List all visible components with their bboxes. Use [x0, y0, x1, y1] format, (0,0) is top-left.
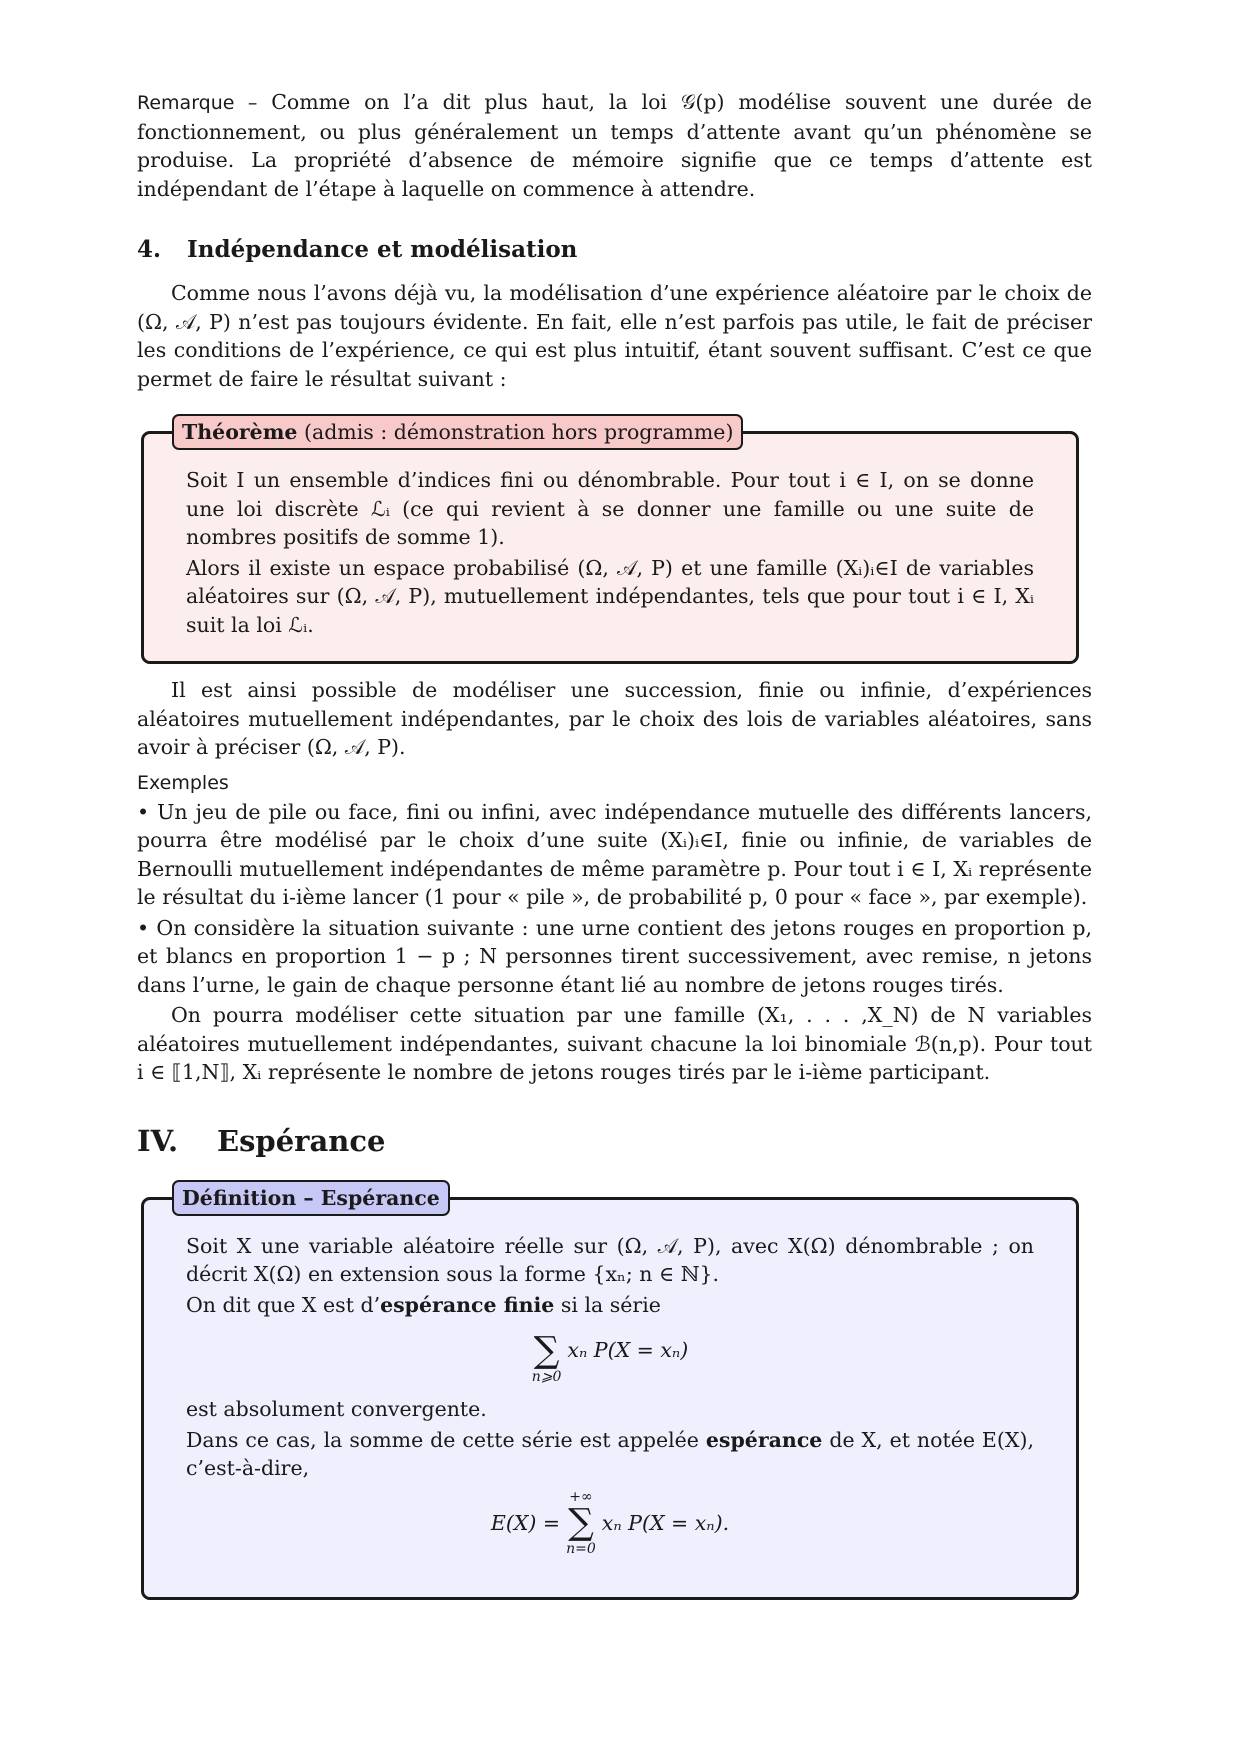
- definition-p4-bold: espérance: [705, 1427, 823, 1452]
- section-4-number: 4.: [137, 236, 162, 263]
- definition-p2-bold: espérance finie: [380, 1292, 555, 1317]
- definition-paragraph-3: est absolument convergente.: [186, 1397, 487, 1421]
- theorem-title-bold: Théorème: [182, 420, 298, 444]
- example-item-2: • On considère la situation suivante : une urne contient des jetons rouges en proportion p, et blancs en proportion 1 − p ; N personnes tirent successivement, avec remise, n jetons dans l’urne, le gain de chaque personne étant lié au nombre de jetons rouges tirés.: [137, 915, 1092, 997]
- theorem-box: [141, 420, 1079, 664]
- series-lower-bound: n⩾0: [531, 1369, 562, 1385]
- definition-p4-after: de X, et notée E(X), c’est-à-dire,: [186, 1427, 1034, 1480]
- definition-box: [141, 1185, 1079, 1600]
- example-item-1: • Un jeu de pile ou face, fini ou infini, avec indépendance mutuelle des différents lancers, pourra être modélisé par le choix d’une suite (Xᵢ)ᵢ∈I, finie ou infinie, de variables de Bernoulli mutuellement indépendantes de même paramètre p. Pour tout i ∈ I, Xᵢ représente le résultat du i-ième lancer (1 pour « pile », de probabilité p, 0 pour « face », par exemple).: [137, 799, 1092, 909]
- section-IV-title: Espérance: [217, 1123, 386, 1158]
- definition-title: [172, 1180, 450, 1216]
- after-theorem-paragraph: Il est ainsi possible de modéliser une succession, finie ou infinie, d’expériences aléatoires mutuellement indépendantes, par le choix des lois de variables aléatoires, sans avoir à préciser (Ω, 𝒜, P).: [137, 678, 1092, 759]
- section-IV-heading: [137, 1123, 1092, 1159]
- theorem-paragraph-2: Alors il existe un espace probabilisé (Ω, 𝒜, P) et une famille (Xᵢ)ᵢ∈I de variables aléatoires sur (Ω, 𝒜, P), mutuellement indépendantes, tels que pour tout i ∈ I, Xᵢ suit la loi ℒᵢ.: [186, 555, 1034, 637]
- theorem-paragraph-1: Soit I un ensemble d’indices fini ou dénombrable. Pour tout i ∈ I, on se donne une loi discrète ℒᵢ (ce qui revient à se donner une famille ou une suite de nombres positifs de somme 1).: [186, 468, 1034, 549]
- formula-upper-bound: +∞: [569, 1488, 593, 1505]
- series-body: xₙ P(X = xₙ): [567, 1338, 689, 1362]
- section-4-heading: [137, 235, 1092, 265]
- document-page: [137, 88, 1092, 1600]
- definition-paragraph-4: [186, 1426, 1034, 1483]
- examples-title: Exemples: [137, 771, 229, 794]
- theorem-title: [172, 414, 743, 450]
- theorem-title-rest: (admis : démonstration hors programme): [297, 420, 734, 444]
- section-IV-number: IV.: [137, 1123, 179, 1158]
- sum-symbol: ∑ n⩾0: [531, 1330, 562, 1385]
- example-conclusion: On pourra modéliser cette situation par une famille (X₁, . . . ,X_N) de N variables aléatoires mutuellement indépendantes, suivant chacune la loi binomiale ℬ(n,p). Pour tout i ∈ ⟦1,N⟧, Xᵢ représente le nombre de jetons rouges tirés par le i-ième participant.: [137, 1003, 1092, 1084]
- expectation-formula: [186, 1489, 1034, 1557]
- formula-lhs: E(X) =: [490, 1510, 561, 1535]
- remark-label: Remarque –: [137, 92, 258, 114]
- formula-body: xₙ P(X = xₙ).: [601, 1510, 730, 1535]
- section-4-intro: Comme nous l’avons déjà vu, la modélisation d’une expérience aléatoire par le choix de (Ω, 𝒜, P) n’est pas toujours évidente. En fait, elle n’est parfois pas utile, le fait de préciser les conditions de l’expérience, ce qui est plus intuitif, étant souvent suffisant. C’est ce que permet de faire le résultat suivant :: [137, 281, 1092, 391]
- definition-p2-before: On dit que X est d’: [186, 1292, 381, 1317]
- remark-text: Comme on l’a dit plus haut, la loi 𝒢(p) modélise souvent une durée de fonctionnement, ou plus généralement un temps d’attente avant qu’un phénomène se produise. La propriété d’absence de mémoire signifie que ce temps d’attente est indépendant de l’étape à laquelle on commence à attendre.: [137, 90, 1092, 201]
- definition-p2-after: si la série: [554, 1292, 661, 1317]
- section-4-title: Indépendance et modélisation: [187, 236, 578, 263]
- series-formula: [186, 1330, 1034, 1385]
- definition-paragraph-1: Soit X une variable aléatoire réelle sur (Ω, 𝒜, P), avec X(Ω) dénombrable ; on décrit X(Ω) en extension sous la forme {xₙ; n ∈ ℕ}.: [186, 1233, 1034, 1286]
- remark-paragraph: [137, 88, 1092, 203]
- sum-symbol-2: +∞ ∑ n=0: [566, 1488, 596, 1557]
- definition-title-text: Définition – Espérance: [182, 1185, 440, 1210]
- definition-paragraph-2: [186, 1291, 1034, 1320]
- definition-p4-before: Dans ce cas, la somme de cette série est appelée: [186, 1427, 706, 1452]
- formula-lower-bound: n=0: [566, 1540, 596, 1557]
